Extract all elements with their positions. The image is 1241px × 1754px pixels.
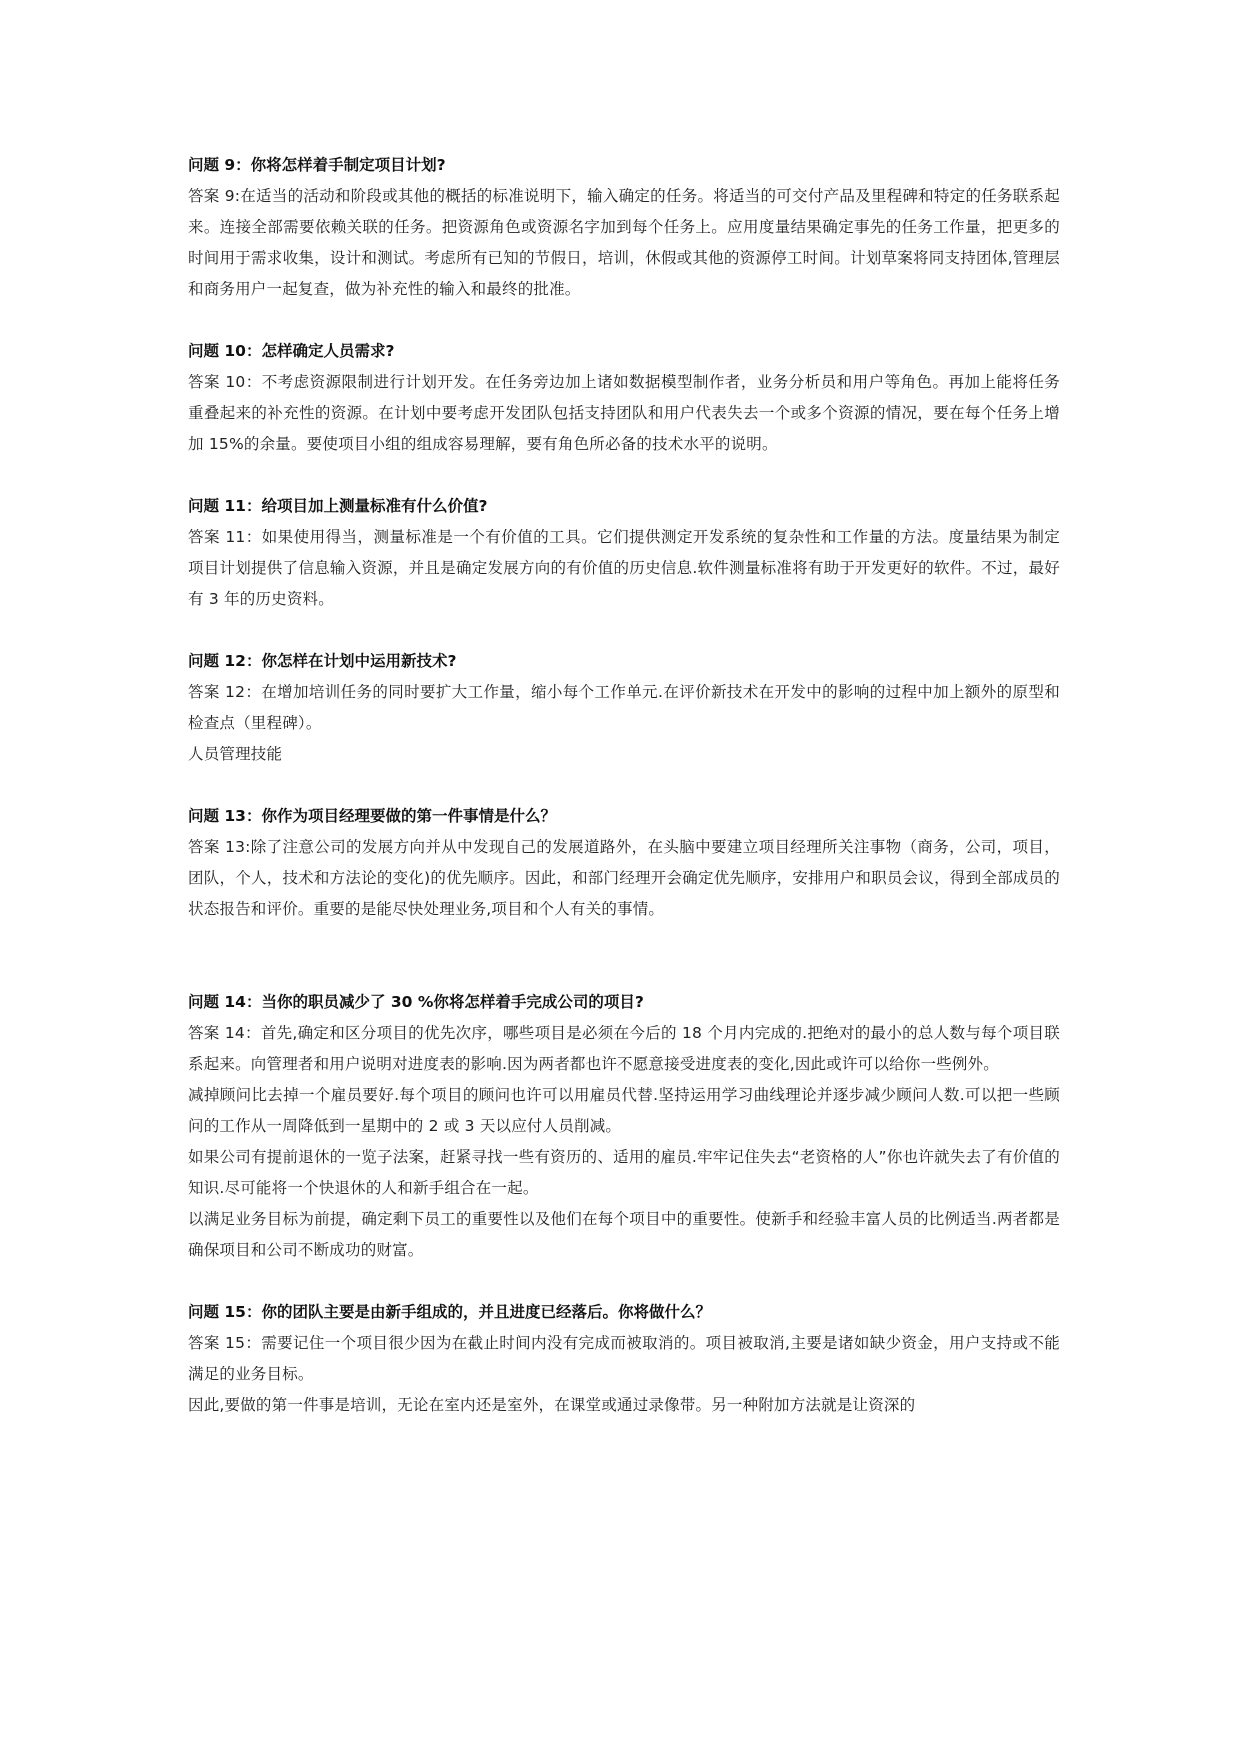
answer-paragraph: 答案 10：不考虑资源限制进行计划开发。在任务旁边加上诸如数据模型制作者，业务分析员和用户等角色。再加上能将任务重叠起来的补充性的资源。在计划中要考虑开发团队包括支持团队和用户代表失去一个或多个资源的情况，要在每个任务上增加 15%的余量。要使项目小组的组成容易理解，要有角色所必备的技术水平的说明。 [188,373,1060,453]
question-heading: 问题 11：给项目加上测量标准有什么价值? [188,497,488,515]
answer-paragraph: 答案 13:除了注意公司的发展方向并从中发现自己的发展道路外，在头脑中要建立项目经理所关注事物（商务，公司，项目，团队，个人，技术和方法论的变化)的优先顺序。因此，和部门经理开会确定优先顺序，安排用户和职员会议，得到全部成员的状态报告和评价。重要的是能尽快处理业务,项目和个人有关的事情。 [188,838,1060,918]
qa-block-10 [188,336,1060,460]
question-heading: 问题 12：你怎样在计划中运用新技术? [188,652,457,670]
qa-block-15 [188,1297,1060,1421]
answer-paragraph: 以满足业务目标为前提，确定剩下员工的重要性以及他们在每个项目中的重要性。使新手和经验丰富人员的比例适当.两者都是确保项目和公司不断成功的财富。 [188,1210,1060,1259]
document-page [188,150,1060,1421]
answer-paragraph: 答案 14：首先,确定和区分项目的优先次序，哪些项目是必须在今后的 18 个月内完成的.把绝对的最小的总人数与每个项目联系起来。向管理者和用户说明对进度表的影响.因为两者都也许不愿意接受进度表的变化,因此或许可以给你一些例外。 [188,1024,1060,1073]
answer-paragraph: 答案 15：需要记住一个项目很少因为在截止时间内没有完成而被取消的。项目被取消,主要是诸如缺少资金，用户支持或不能满足的业务目标。 [188,1334,1060,1383]
question-heading: 问题 9：你将怎样着手制定项目计划? [188,156,446,174]
answer-paragraph: 答案 11：如果使用得当，测量标准是一个有价值的工具。它们提供测定开发系统的复杂性和工作量的方法。度量结果为制定项目计划提供了信息输入资源，并且是确定发展方向的有价值的历史信息.软件测量标准将有助于开发更好的软件。不过，最好有 3 年的历史资料。 [188,528,1060,608]
qa-block-14 [188,987,1060,1266]
question-heading: 问题 10：怎样确定人员需求? [188,342,395,360]
answer-paragraph: 减掉顾问比去掉一个雇员要好.每个项目的顾问也许可以用雇员代替.坚持运用学习曲线理论并逐步减少顾问人数.可以把一些顾问的工作从一周降低到一星期中的 2 或 3 天以应付人员削减。 [188,1086,1060,1135]
answer-paragraph: 如果公司有提前退休的一览子法案，赶紧寻找一些有资历的、适用的雇员.牢牢记住失去“老资格的人”你也许就失去了有价值的知识.尽可能将一个快退休的人和新手组合在一起。 [188,1148,1060,1197]
question-heading: 问题 13：你作为项目经理要做的第一件事情是什么？ [188,807,556,825]
qa-block-9 [188,150,1060,305]
question-heading: 问题 14：当你的职员减少了 30 %你将怎样着手完成公司的项目? [188,993,644,1011]
qa-block-13 [188,801,1060,925]
answer-paragraph: 答案 12：在增加培训任务的同时要扩大工作量，缩小每个工作单元.在评价新技术在开发中的影响的过程中加上额外的原型和检查点（里程碑）。 [188,683,1060,732]
answer-paragraph: 答案 9:在适当的活动和阶段或其他的概括的标准说明下，输入确定的任务。将适当的可交付产品及里程碑和特定的任务联系起来。连接全部需要依赖关联的任务。把资源角色或资源名字加到每个任务上。应用度量结果确定事先的任务工作量，把更多的时间用于需求收集，设计和测试。考虑所有已知的节假日，培训，休假或其他的资源停工时间。计划草案将同支持团体,管理层和商务用户一起复查，做为补充性的输入和最终的批准。 [188,187,1060,298]
section-heading: 人员管理技能 [188,745,283,763]
answer-paragraph: 因此,要做的第一件事是培训，无论在室内还是室外，在课堂或通过录像带。另一种附加方法就是让资深的 [188,1396,916,1414]
qa-block-11 [188,491,1060,615]
qa-block-12 [188,646,1060,770]
question-heading: 问题 15：你的团队主要是由新手组成的，并且进度已经落后。你将做什么？ [188,1303,711,1321]
